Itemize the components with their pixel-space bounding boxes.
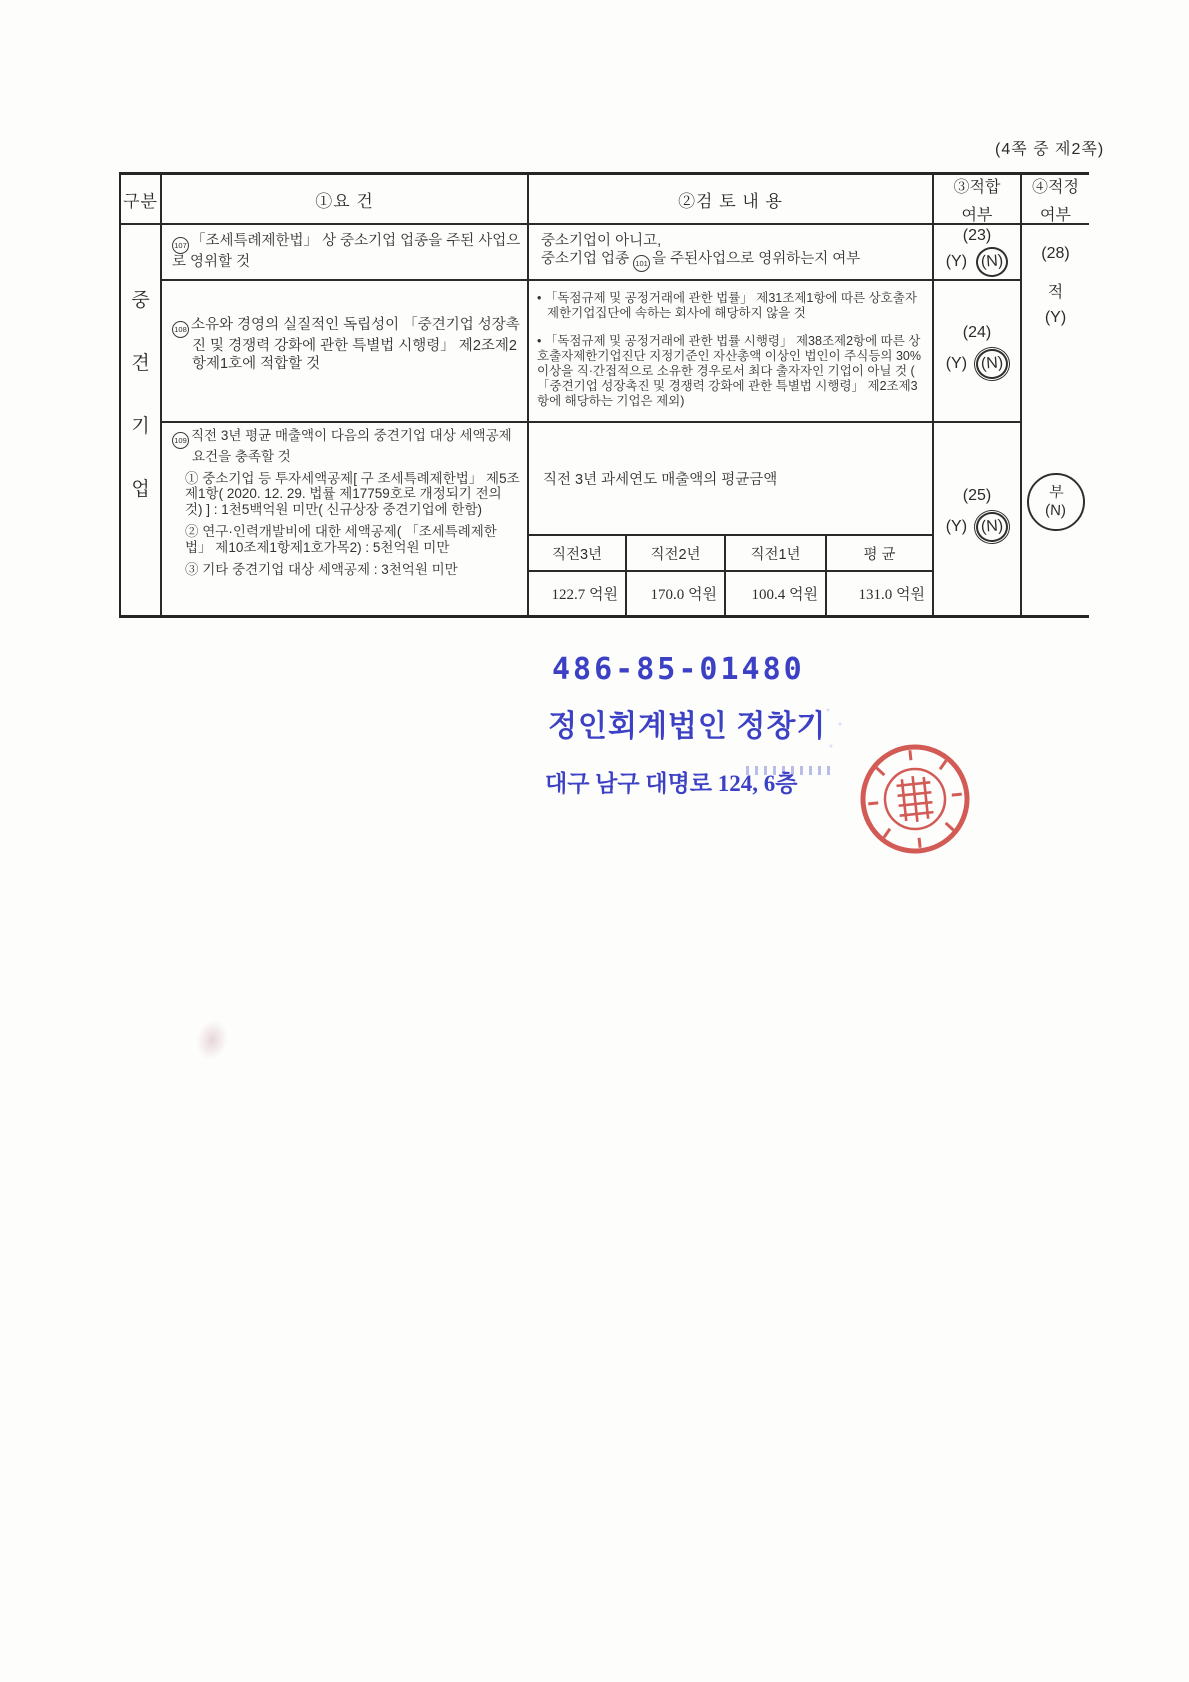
fit-23-choices: [946, 247, 1009, 277]
circled-number-108: 108: [172, 321, 189, 338]
sub-value-avg: 131.0 억원: [858, 587, 925, 603]
requirement-108-text: 108 소유와 경영의 실질적인 독립성이 「중견기업 성장촉진 및 경쟁력 강화에 관한 특별법 시행령」 제2조제2항제1호에 적합할 것: [172, 317, 521, 373]
proper-fail-mark: (N): [1044, 501, 1066, 520]
category-cell-midsize-company: [121, 225, 162, 615]
requirement-107-text: 107 「조세특례제한법」 상 중소기업 업종을 주된 사업으로 영위할 것: [172, 233, 521, 271]
header-fit-line2: 여부: [961, 206, 993, 224]
header-proper-status: [1022, 175, 1089, 225]
requirement-109-item-2: ② 연구·인력개발비에 대한 세액공제( 「조세특례제한법」 제10조제1항제1호가목2) : 5천억원 미만: [185, 524, 497, 555]
sub-header-2yr: 직전2년: [627, 536, 726, 572]
circled-number-101: 101: [633, 255, 650, 272]
fit-23-code: (23): [962, 227, 992, 244]
fit-24-no: (N): [980, 353, 1004, 373]
fit-24-code: (24): [962, 323, 992, 341]
review-107-cell: [529, 225, 934, 281]
page-number-marker: (4쪽 중 제2쪽): [995, 141, 1105, 158]
circled-number-109: 109: [172, 432, 189, 449]
pen-circle-fit-23-no: [975, 246, 1009, 278]
review-108-cell: [529, 281, 934, 423]
requirement-109-items: [172, 471, 521, 578]
header-proper-line2: 여부: [1040, 206, 1071, 224]
sub-header-avg: 평 균: [827, 536, 932, 572]
category-char-3: 기: [131, 416, 150, 437]
fit-23-yes: (Y): [945, 253, 968, 270]
pen-circle-proper-fail: [1025, 472, 1086, 533]
fit-25-code: (25): [962, 487, 992, 504]
header-fit-status: [934, 175, 1022, 225]
proper-pass-label: 적: [1047, 284, 1064, 301]
category-char-4: 업: [131, 479, 150, 500]
circled-number-107: 107: [172, 237, 189, 254]
sub-value-3yr: 122.7 억원: [529, 572, 627, 615]
category-char-1: 중: [131, 290, 150, 311]
stamp-registration-number: 486-85-01480: [552, 652, 805, 687]
pen-circle-fit-24-no: [975, 347, 1009, 379]
fit-24-yes: (Y): [945, 354, 968, 372]
review-108-bullet-1: • 「독점규제 및 공정거래에 관한 법률」 제31조제1항에 따른 상호출자제한기업집단에 속하는 회사에 해당하지 않을 것: [537, 291, 917, 320]
sub-header-3yr: 직전3년: [529, 536, 627, 572]
review-108-bullet-2: • 「독점규제 및 공정거래에 관한 법률 시행령」 제38조제2항에 따른 상호출자제한기업진단 지정기준인 자산총액 이상인 법인이 주식등의 30%이상을 직·간접적으로 소유한 경우로서 최다 출자자인 기업이 아닐 것 ( 「중견기업 성장촉진 및 경쟁력 강화에 관한 특별법 시행령」 제2조제3항에 해당하는 기업은 제외): [537, 334, 921, 408]
requirement-108-cell: [162, 281, 529, 423]
fit-25-choices: [946, 512, 1009, 542]
proper-fail-label: 부: [1048, 483, 1064, 502]
header-review-content: ②검 토 내 용: [529, 175, 934, 225]
fit-24-cell: [934, 281, 1022, 423]
fit-25-no: (N): [980, 517, 1004, 536]
header-proper-line1: ④적정: [1032, 178, 1079, 196]
proper-pass-mark: (Y): [1044, 309, 1067, 326]
review-table: [119, 172, 1089, 618]
scan-smudge: [193, 1017, 232, 1063]
stamp-address: 대구 남구 대명로 124, 6층: [545, 771, 798, 796]
sub-value-1yr: 100.4 억원: [726, 572, 827, 615]
sub-value-2yr: 170.0 억원: [627, 572, 726, 615]
proper-code: (28): [1041, 245, 1070, 262]
sales-average-caption: 직전 3년 과세연도 매출액의 평균금액: [529, 423, 932, 536]
requirement-109-head: 109 직전 3년 평균 매출액이 다음의 중견기업 대상 세액공제 요건을 충족할 것: [172, 428, 521, 465]
review-107-line1: 중소기업이 아니고,: [541, 233, 662, 249]
sales-sub-table: [529, 536, 932, 615]
fit-24-choices: [946, 349, 1009, 379]
requirement-109-cell: [162, 423, 529, 615]
stamp-ink-specks: [822, 702, 848, 762]
header-fit-line1: ③적합: [953, 178, 1001, 196]
stamp-ink-noise: [746, 766, 832, 775]
fit-23-cell: [934, 225, 1022, 281]
header-requirement: ①요 건: [162, 175, 529, 225]
fit-23-no: (N): [980, 252, 1004, 271]
review-109-cell: [529, 423, 934, 615]
proper-status-cell: [1022, 225, 1089, 615]
pen-circle-fit-25-no: [975, 511, 1009, 543]
requirement-107-cell: [162, 225, 529, 281]
review-107-line2: 중소기업 업종 101 을 주된사업으로 영위하는지 여부: [541, 251, 928, 272]
red-seal-icon: [858, 742, 972, 856]
header-category: 구분: [121, 175, 162, 225]
sub-header-1yr: 직전1년: [726, 536, 827, 572]
fit-25-cell: [934, 423, 1022, 615]
requirement-109-item-3: ③ 기타 중견기업 대상 세액공제 : 3천억원 미만: [185, 562, 458, 578]
fit-25-yes: (Y): [945, 518, 968, 535]
requirement-109-item-1: ① 중소기업 등 투자세액공제[ 구 조세특례제한법」 제5조제1항( 2020. 12. 29. 법률 제17759호로 개정되기 전의 것) ] : 1천5백억원 미만( 신규상장 중견기업에 한함): [185, 470, 520, 517]
stamp-firm-name: 정인회계법인 정창기: [548, 710, 827, 743]
category-char-2: 견: [131, 353, 150, 374]
